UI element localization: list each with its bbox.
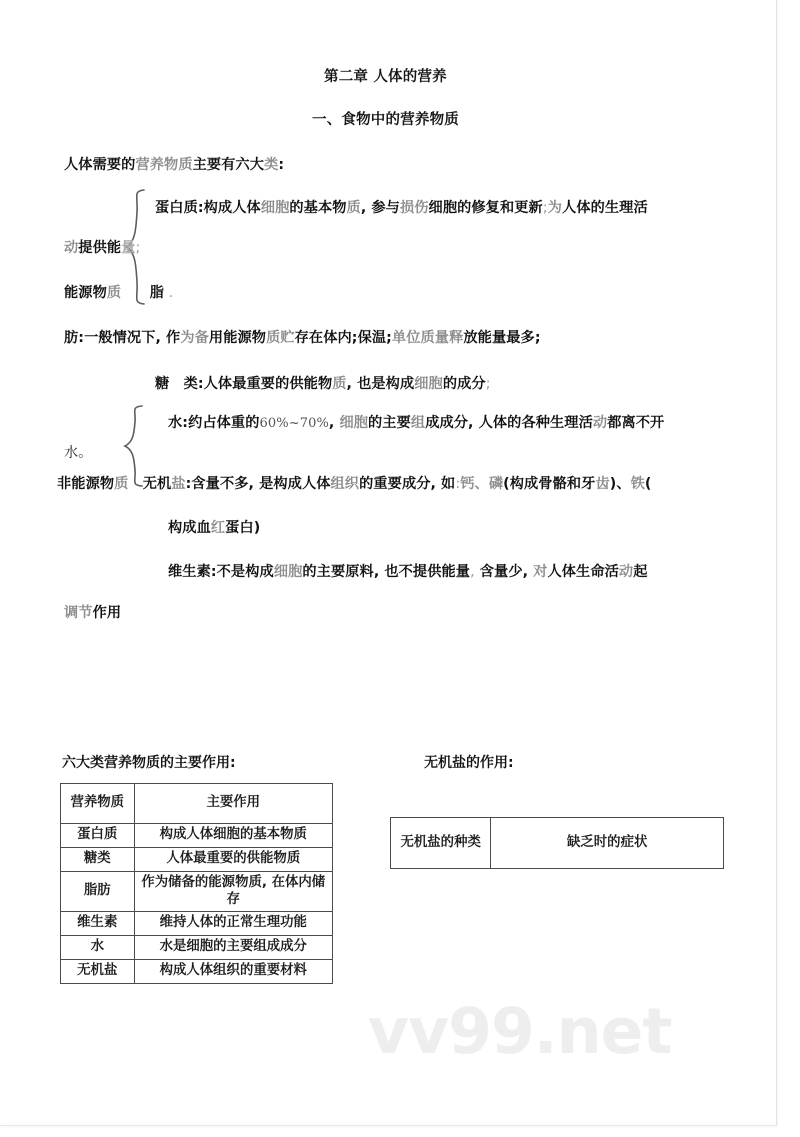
- minerals-table-caption: 无机盐的作用:: [424, 755, 514, 771]
- table-row: [61, 936, 333, 960]
- intro-line: 人体需要的营养物质主要有六大类:: [64, 157, 285, 173]
- sugar-label: 糖 类: [155, 376, 198, 392]
- table-row: [61, 960, 333, 984]
- mineral-line-cont: 构成血红蛋白): [168, 520, 261, 536]
- table-header-row: [61, 784, 333, 824]
- chapter-heading: 第二章 人体的营养: [324, 69, 447, 85]
- cell-type: 糖类: [61, 848, 135, 872]
- minerals-table: [390, 817, 724, 869]
- cell-type: 维生素: [61, 912, 135, 936]
- table-header-row: [391, 818, 724, 869]
- cell-type: 水: [61, 936, 135, 960]
- fat-line: 肪:一般情况下, 作为备用能源物质贮存在体内;保温;单位质量释放能量最多;: [64, 330, 541, 346]
- table-row: [61, 912, 333, 936]
- cell-function: 构成人体细胞的基本物质: [134, 824, 332, 848]
- energy-group-label: 能源物质 脂 .: [64, 285, 174, 301]
- cell-function: 维持人体的正常生理功能: [134, 912, 332, 936]
- table-row: [61, 824, 333, 848]
- table-row: [61, 848, 333, 872]
- cell-type: 蛋白质: [61, 824, 135, 848]
- watermark: vv99.net: [368, 995, 672, 1068]
- vitamin-label: 维生素: [168, 564, 211, 580]
- water-line-cont: 水。: [64, 445, 93, 461]
- protein-line: 蛋白质:构成人体细胞的基本物质, 参与损伤细胞的修复和更新;为人体的生理活: [155, 200, 648, 216]
- protein-line-cont: 动提供能量;: [64, 240, 141, 256]
- header-cell-function: 主要作用: [134, 784, 332, 824]
- nutrients-table: [60, 783, 333, 984]
- section-heading: 一、食物中的营养物质: [312, 112, 459, 128]
- mineral-line: 非能源物质 无机盐:含量不多, 是构成人体组织的重要成分, 如:钙、磷(构成骨骼和牙齿)、铁(: [57, 476, 652, 492]
- header-cell-deficiency-symptom: 缺乏时的症状: [491, 818, 724, 869]
- cell-type: 无机盐: [61, 960, 135, 984]
- table-row: [61, 872, 333, 912]
- vitamin-line: 维生素:不是构成细胞的主要原料, 也不提供能量, 含量少, 对人体生命活动起: [168, 564, 648, 580]
- water-label: 水: [168, 415, 183, 431]
- header-cell-mineral-kind: 无机盐的种类: [391, 818, 491, 869]
- cell-function: 人体最重要的供能物质: [134, 848, 332, 872]
- cell-function: 水是细胞的主要组成成分: [134, 936, 332, 960]
- vitamin-line-cont: 调节作用: [64, 605, 122, 621]
- cell-function: 作为储备的能源物质, 在体内储存: [134, 872, 332, 912]
- cell-function: 构成人体组织的重要材料: [134, 960, 332, 984]
- protein-label: 蛋白质: [155, 200, 198, 216]
- nutrients-table-caption: 六大类营养物质的主要作用:: [62, 755, 236, 771]
- water-line: 水:约占体重的60%~70%, 细胞的主要组成成分, 人体的各种生理活动都离不开: [168, 415, 665, 431]
- sugar-line: 糖 类:人体最重要的供能物质, 也是构成细胞的成分;: [155, 376, 491, 392]
- cell-type: 脂肪: [61, 872, 135, 912]
- header-cell-type: 营养物质: [61, 784, 135, 824]
